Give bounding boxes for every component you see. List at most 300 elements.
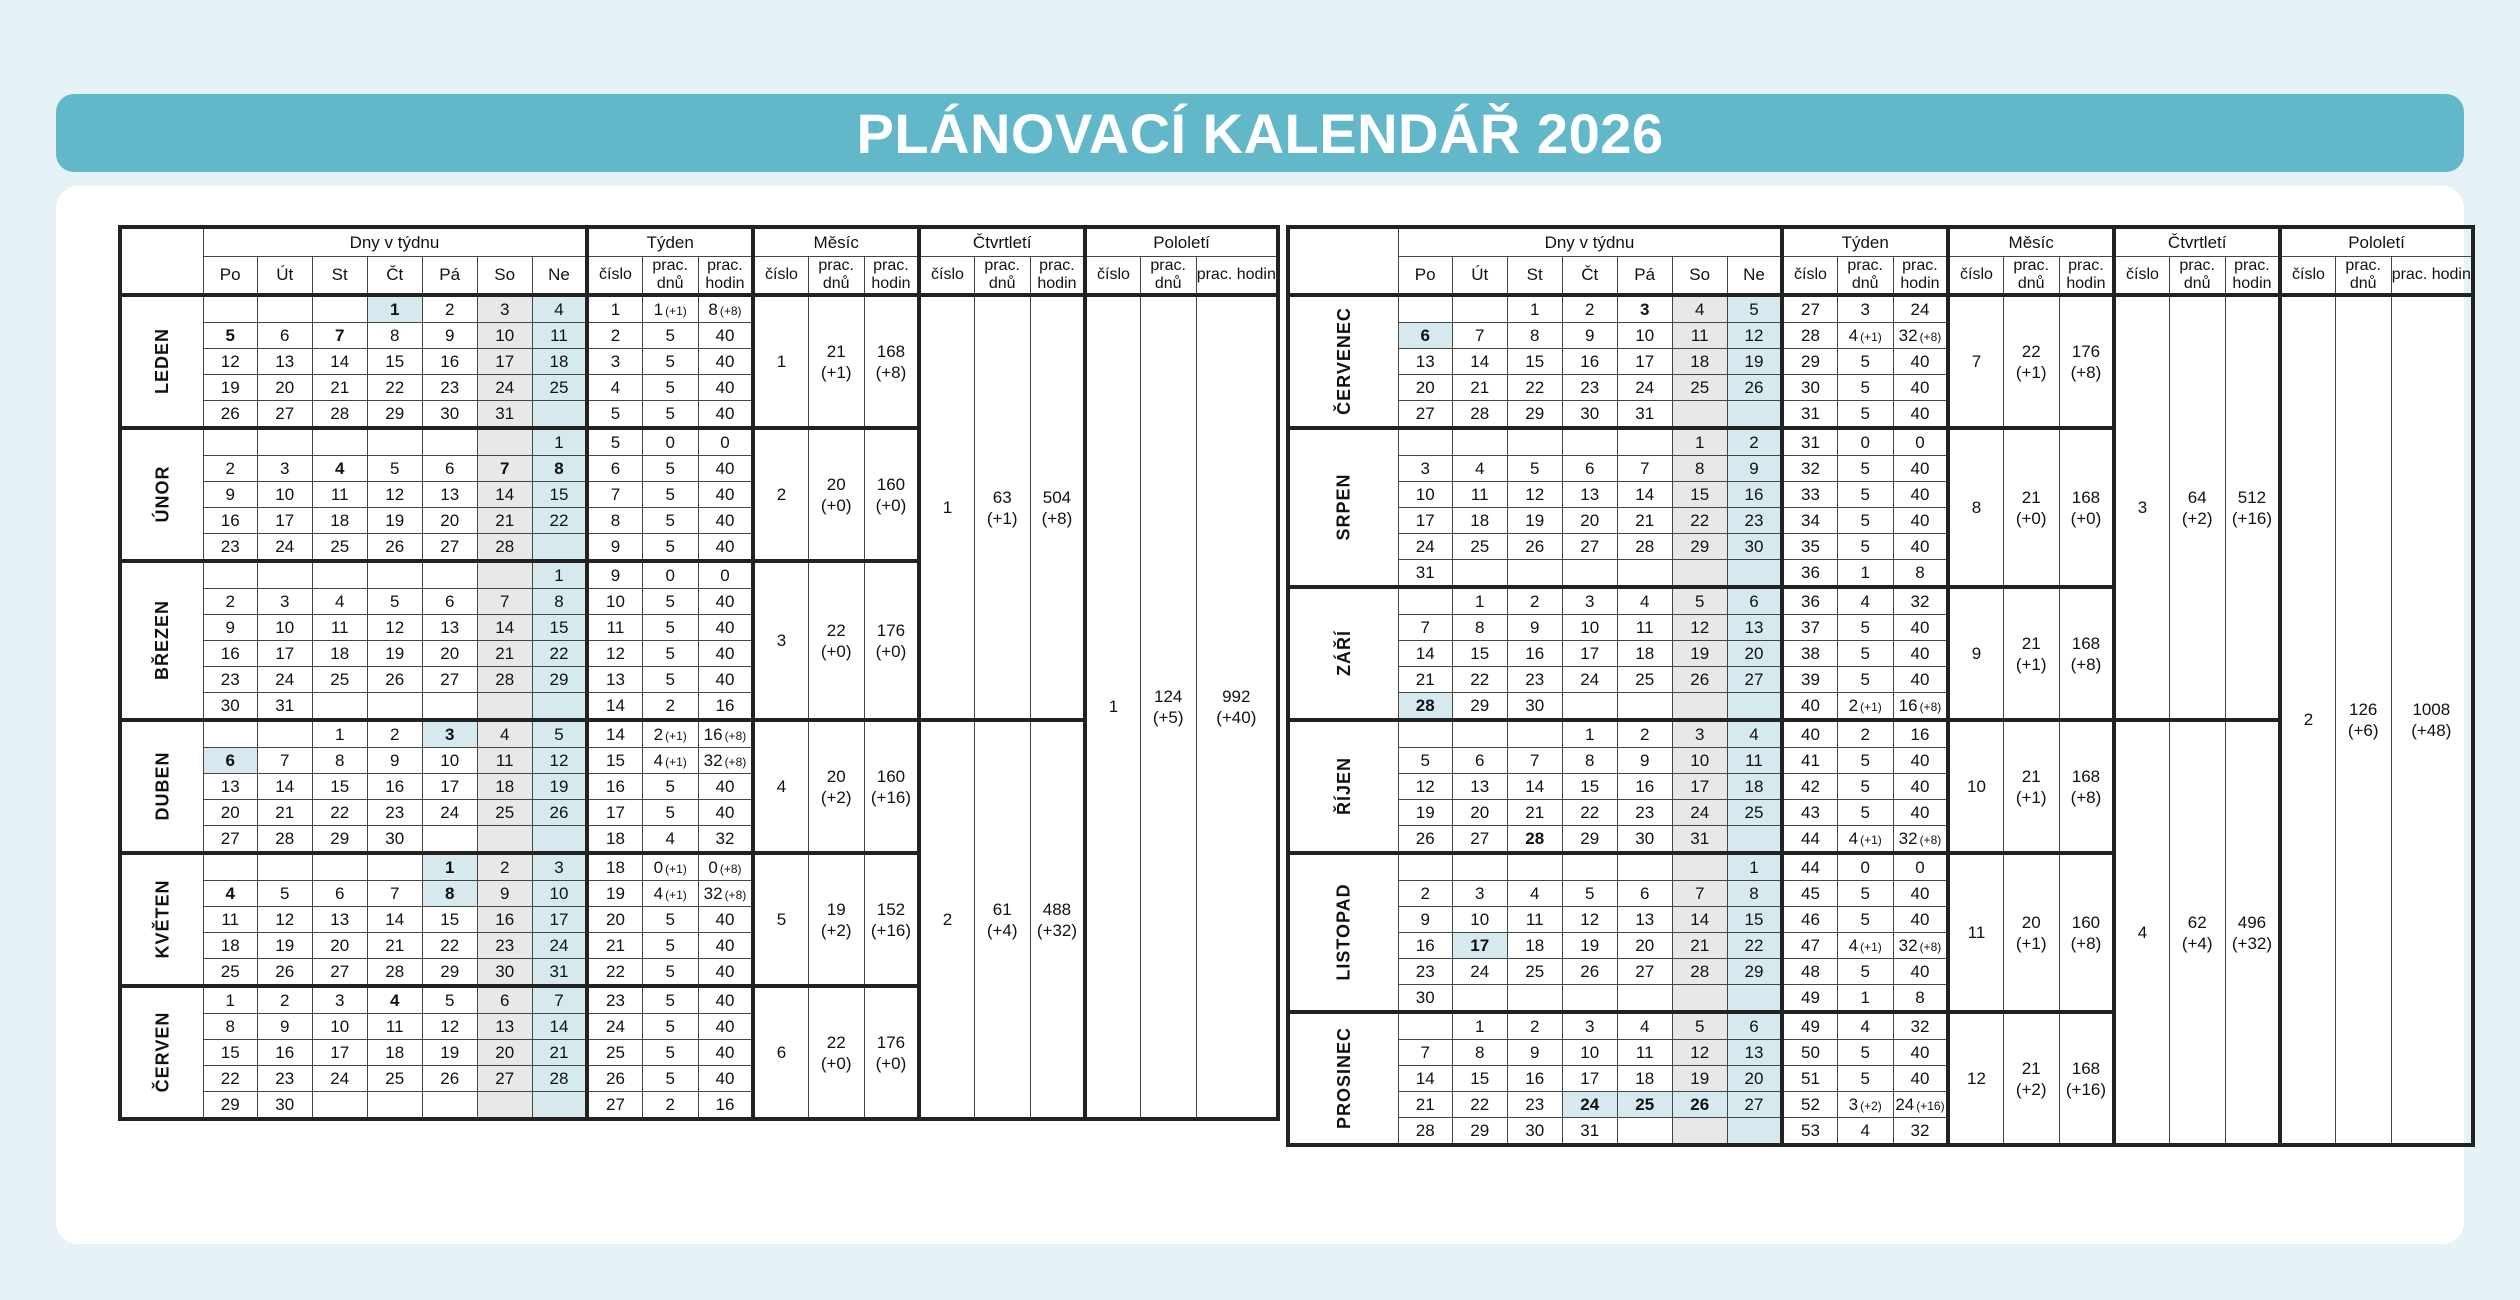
week-work-hours xyxy=(698,933,753,959)
day-cell: 25 xyxy=(1617,1092,1672,1118)
day-cell: 17 xyxy=(1562,641,1617,667)
week-row xyxy=(120,295,1278,323)
week-work-days xyxy=(1837,800,1893,826)
week-number: 19 xyxy=(587,881,642,907)
week-work-hours-value: 32 xyxy=(1898,325,1918,345)
week-number: 45 xyxy=(1782,881,1837,907)
day-cell: 22 xyxy=(1452,1092,1507,1118)
day-cell: 5 xyxy=(1727,295,1782,323)
week-work-hours xyxy=(698,323,753,349)
day-cell: 15 xyxy=(532,482,587,508)
day-cell: 10 xyxy=(532,881,587,907)
day-cell: 13 xyxy=(1452,774,1507,800)
week-work-days xyxy=(1837,323,1893,349)
day-cell: 5 xyxy=(422,986,477,1014)
week-work-days-value: 4 xyxy=(1860,591,1870,611)
day-cell: 18 xyxy=(1727,774,1782,800)
day-cell: 27 xyxy=(1562,534,1617,560)
day-cell: 19 xyxy=(1727,349,1782,375)
week-work-hours-value: 40 xyxy=(715,403,735,423)
day-cell: 9 xyxy=(203,615,257,641)
week-header: Týden xyxy=(587,227,753,257)
month-name: LISTOPAD xyxy=(1333,882,1354,981)
week-work-hours-value: 8 xyxy=(1915,562,1925,582)
day-cell: 28 xyxy=(1398,1118,1452,1146)
day-cell xyxy=(1507,985,1562,1013)
week-number: 14 xyxy=(587,720,642,748)
day-cell: 27 xyxy=(1398,401,1452,429)
day-cell: 20 xyxy=(1562,508,1617,534)
week-work-hours-value: 16 xyxy=(1910,724,1930,744)
day-cell: 6 xyxy=(1617,881,1672,907)
day-cell: 14 xyxy=(1452,349,1507,375)
day-cell: 25 xyxy=(312,534,367,562)
week-work-hours-value: 40 xyxy=(1910,536,1930,556)
month-name-cell xyxy=(1288,853,1398,1012)
day-cell: 9 xyxy=(1507,615,1562,641)
day-cell: 24 xyxy=(1562,667,1617,693)
page-title: PLÁNOVACÍ KALENDÁŘ 2026 xyxy=(856,101,1664,165)
number-subheader: číslo xyxy=(753,257,808,296)
day-cell xyxy=(422,1092,477,1120)
month-number: 11 xyxy=(1948,853,2003,1012)
week-work-days-value: 5 xyxy=(665,1042,675,1062)
month-work-hours: 168 (+8) xyxy=(2059,587,2114,720)
month-work-hours: 176 (+0) xyxy=(864,561,919,720)
week-work-days-value: 4 xyxy=(653,883,664,903)
month-number: 2 xyxy=(753,428,808,561)
day-cell: 3 xyxy=(1672,720,1727,748)
day-cell: 8 xyxy=(1507,323,1562,349)
week-work-days xyxy=(642,1014,698,1040)
day-cell xyxy=(367,853,422,881)
week-work-hours-value: 32 xyxy=(1898,828,1918,848)
work-hours-subheader: prac. hodin xyxy=(864,257,919,296)
week-number: 33 xyxy=(1782,482,1837,508)
week-number: 41 xyxy=(1782,748,1837,774)
day-cell xyxy=(1507,560,1562,588)
week-work-hours-value: 40 xyxy=(715,1042,735,1062)
week-number: 52 xyxy=(1782,1092,1837,1118)
week-work-hours-value: 40 xyxy=(715,458,735,478)
week-work-days-value: 0 xyxy=(1860,857,1870,877)
week-work-days-value: 5 xyxy=(665,458,675,478)
day-cell xyxy=(1727,826,1782,854)
week-number: 26 xyxy=(587,1066,642,1092)
day-cell: 3 xyxy=(257,589,312,615)
month-name: BŘEZEN xyxy=(152,599,173,680)
day-cell: 18 xyxy=(312,508,367,534)
day-cell xyxy=(1507,853,1562,881)
week-number: 9 xyxy=(587,561,642,589)
day-cell xyxy=(477,826,532,854)
week-work-hours-value: 24 xyxy=(1895,1094,1915,1114)
work-hours-subheader: prac. hodin xyxy=(698,257,753,296)
day-cell xyxy=(532,693,587,721)
day-cell: 7 xyxy=(1672,881,1727,907)
day-cell: 18 xyxy=(1507,933,1562,959)
month-name: ZÁŘÍ xyxy=(1333,629,1354,676)
day-cell: 28 xyxy=(257,826,312,854)
day-cell: 13 xyxy=(1398,349,1452,375)
day-cell: 10 xyxy=(1672,748,1727,774)
day-cell: 28 xyxy=(1452,401,1507,429)
week-work-days-value: 5 xyxy=(665,990,675,1010)
day-cell: 16 xyxy=(1398,933,1452,959)
week-work-hours-value: 40 xyxy=(715,1068,735,1088)
week-work-hours-value: 40 xyxy=(1910,1068,1930,1088)
half-number: 1 xyxy=(1085,295,1140,1119)
week-work-hours-value: 40 xyxy=(1910,1042,1930,1062)
day-cell: 24 xyxy=(477,375,532,401)
day-cell xyxy=(203,720,257,748)
week-work-hours-value: 40 xyxy=(1910,776,1930,796)
week-work-hours-value: 32 xyxy=(1910,1016,1930,1036)
day-cell: 7 xyxy=(532,986,587,1014)
day-cell: 10 xyxy=(1562,615,1617,641)
week-number: 16 xyxy=(587,774,642,800)
day-cell: 19 xyxy=(1507,508,1562,534)
day-cell: 6 xyxy=(312,881,367,907)
weekday-header: Čt xyxy=(1562,257,1617,296)
week-number: 2 xyxy=(587,323,642,349)
month-name-cell xyxy=(120,295,203,428)
day-cell xyxy=(1452,720,1507,748)
week-work-hours-value: 32 xyxy=(703,750,723,770)
month-work-days: 21 (+2) xyxy=(2003,1012,2059,1145)
week-number: 10 xyxy=(587,589,642,615)
day-cell: 20 xyxy=(1617,933,1672,959)
day-cell xyxy=(203,295,257,323)
day-cell: 19 xyxy=(532,774,587,800)
week-number: 18 xyxy=(587,826,642,854)
week-work-hours xyxy=(1893,693,1948,721)
day-cell: 27 xyxy=(257,401,312,429)
day-cell: 7 xyxy=(312,323,367,349)
day-cell: 9 xyxy=(1507,1040,1562,1066)
day-cell: 14 xyxy=(1398,1066,1452,1092)
day-cell: 30 xyxy=(1617,826,1672,854)
week-number: 20 xyxy=(587,907,642,933)
day-cell: 1 xyxy=(1452,1012,1507,1040)
week-work-days xyxy=(642,986,698,1014)
month-name-cell xyxy=(120,428,203,561)
corner-cell xyxy=(120,227,203,295)
week-work-hours xyxy=(698,295,753,323)
day-cell: 7 xyxy=(1398,1040,1452,1066)
day-cell: 13 xyxy=(203,774,257,800)
day-cell: 2 xyxy=(203,456,257,482)
day-cell: 13 xyxy=(422,482,477,508)
week-number: 44 xyxy=(1782,826,1837,854)
week-work-days xyxy=(642,295,698,323)
day-cell: 16 xyxy=(477,907,532,933)
day-cell: 20 xyxy=(422,508,477,534)
quarter-number: 4 xyxy=(2114,720,2169,1145)
week-work-days-adjust: (+1) xyxy=(1860,699,1882,714)
week-work-hours-value: 16 xyxy=(703,724,723,744)
day-cell: 18 xyxy=(1617,641,1672,667)
day-cell: 3 xyxy=(422,720,477,748)
week-number: 5 xyxy=(587,428,642,456)
week-number: 27 xyxy=(1782,295,1837,323)
week-work-hours xyxy=(1893,881,1948,907)
week-number: 30 xyxy=(1782,375,1837,401)
week-work-hours-value: 40 xyxy=(715,536,735,556)
day-cell: 9 xyxy=(1562,323,1617,349)
week-work-hours-value: 40 xyxy=(715,643,735,663)
day-cell: 7 xyxy=(1617,456,1672,482)
day-cell: 5 xyxy=(1672,587,1727,615)
day-cell: 28 xyxy=(312,401,367,429)
month-work-hours: 152 (+16) xyxy=(864,853,919,986)
day-cell: 25 xyxy=(1672,375,1727,401)
day-cell: 2 xyxy=(367,720,422,748)
week-work-hours-value: 40 xyxy=(1910,510,1930,530)
week-work-days xyxy=(642,853,698,881)
day-cell: 6 xyxy=(422,456,477,482)
day-cell: 3 xyxy=(1562,1012,1617,1040)
day-cell: 19 xyxy=(257,933,312,959)
week-work-days-value: 5 xyxy=(665,510,675,530)
day-cell: 16 xyxy=(257,1040,312,1066)
week-work-hours xyxy=(1893,774,1948,800)
week-work-hours-value: 32 xyxy=(703,883,723,903)
week-work-days xyxy=(1837,375,1893,401)
day-cell: 26 xyxy=(1398,826,1452,854)
week-work-days-adjust: (+1) xyxy=(665,303,687,318)
day-cell xyxy=(477,561,532,589)
day-cell: 14 xyxy=(367,907,422,933)
quarter-header: Čtvrtletí xyxy=(919,227,1085,257)
day-cell: 3 xyxy=(1452,881,1507,907)
week-work-days xyxy=(1837,615,1893,641)
month-name-cell xyxy=(120,720,203,853)
week-work-hours-value: 40 xyxy=(715,990,735,1010)
day-cell: 19 xyxy=(367,508,422,534)
day-cell: 4 xyxy=(477,720,532,748)
week-work-days xyxy=(1837,907,1893,933)
day-cell: 19 xyxy=(1398,800,1452,826)
week-work-hours-value: 32 xyxy=(1910,591,1930,611)
week-work-hours-adjust: (+8) xyxy=(719,861,742,876)
week-number: 15 xyxy=(587,748,642,774)
day-cell: 22 xyxy=(422,933,477,959)
calendar-second-half xyxy=(1286,225,2475,1147)
day-cell: 9 xyxy=(1398,907,1452,933)
month-name: KVĚTEN xyxy=(152,878,173,959)
week-work-days-value: 5 xyxy=(665,776,675,796)
day-cell xyxy=(312,853,367,881)
month-work-hours: 168 (+8) xyxy=(2059,720,2114,853)
day-cell: 15 xyxy=(1727,907,1782,933)
day-cell: 3 xyxy=(312,986,367,1014)
day-cell: 11 xyxy=(312,482,367,508)
day-cell: 16 xyxy=(1507,1066,1562,1092)
week-number: 9 xyxy=(587,534,642,562)
week-work-hours-value: 40 xyxy=(1910,403,1930,423)
day-cell: 5 xyxy=(257,881,312,907)
month-number: 10 xyxy=(1948,720,2003,853)
day-cell: 2 xyxy=(203,589,257,615)
day-cell: 17 xyxy=(257,508,312,534)
month-name: DUBEN xyxy=(152,750,173,821)
week-work-hours-value: 40 xyxy=(1910,377,1930,397)
day-cell xyxy=(1398,428,1452,456)
number-subheader: číslo xyxy=(1782,257,1837,296)
day-cell: 13 xyxy=(312,907,367,933)
half-number: 2 xyxy=(2280,295,2335,1145)
week-work-days xyxy=(1837,774,1893,800)
week-work-hours xyxy=(698,589,753,615)
week-work-hours-value: 0 xyxy=(720,565,730,585)
week-number: 25 xyxy=(587,1040,642,1066)
day-cell: 23 xyxy=(1562,375,1617,401)
month-name: ČERVENEC xyxy=(1333,306,1354,415)
day-cell: 21 xyxy=(1398,1092,1452,1118)
day-cell: 21 xyxy=(1672,933,1727,959)
day-cell: 30 xyxy=(1507,1118,1562,1146)
week-work-hours-value: 40 xyxy=(1910,351,1930,371)
week-number: 44 xyxy=(1782,853,1837,881)
week-number: 1 xyxy=(587,295,642,323)
work-days-subheader: prac. dnů xyxy=(2003,257,2059,296)
day-cell xyxy=(257,428,312,456)
week-work-days xyxy=(1837,853,1893,881)
day-cell: 8 xyxy=(1727,881,1782,907)
day-cell: 26 xyxy=(203,401,257,429)
week-number: 4 xyxy=(587,375,642,401)
week-work-hours xyxy=(698,349,753,375)
week-work-days-value: 5 xyxy=(1860,458,1870,478)
day-cell: 21 xyxy=(312,375,367,401)
day-cell: 12 xyxy=(1672,615,1727,641)
month-work-hours: 168 (+8) xyxy=(864,295,919,428)
week-work-hours-value: 40 xyxy=(1910,909,1930,929)
week-number: 17 xyxy=(587,800,642,826)
quarter-work-days: 63 (+1) xyxy=(974,295,1030,720)
day-cell: 1 xyxy=(1672,428,1727,456)
day-cell: 20 xyxy=(203,800,257,826)
month-work-hours: 160 (+16) xyxy=(864,720,919,853)
day-cell: 20 xyxy=(1398,375,1452,401)
day-cell: 21 xyxy=(1617,508,1672,534)
day-cell: 10 xyxy=(1398,482,1452,508)
week-number: 29 xyxy=(1782,349,1837,375)
week-work-days-adjust: (+1) xyxy=(1860,939,1882,954)
corner-cell xyxy=(1288,227,1398,295)
weekday-header: Út xyxy=(1452,257,1507,296)
day-cell: 28 xyxy=(367,959,422,987)
month-name: ÚNOR xyxy=(152,465,173,522)
week-work-hours-value: 16 xyxy=(715,695,735,715)
week-work-days-value: 5 xyxy=(665,935,675,955)
week-work-days xyxy=(642,933,698,959)
week-work-hours xyxy=(1893,1066,1948,1092)
day-cell: 11 xyxy=(1727,748,1782,774)
day-cell: 14 xyxy=(1507,774,1562,800)
day-cell: 9 xyxy=(203,482,257,508)
week-work-days xyxy=(642,589,698,615)
day-cell: 1 xyxy=(312,720,367,748)
week-work-hours xyxy=(1893,615,1948,641)
month-work-days: 22 (+1) xyxy=(2003,295,2059,428)
day-cell: 8 xyxy=(203,1014,257,1040)
day-cell: 6 xyxy=(1727,1012,1782,1040)
week-work-hours xyxy=(698,428,753,456)
week-work-days xyxy=(642,349,698,375)
week-work-hours xyxy=(698,534,753,562)
week-work-days-adjust: (+1) xyxy=(665,728,687,743)
day-cell xyxy=(1672,985,1727,1013)
day-cell: 14 xyxy=(477,615,532,641)
day-cell: 23 xyxy=(1507,667,1562,693)
week-work-days-value: 5 xyxy=(1860,1042,1870,1062)
day-cell: 10 xyxy=(257,615,312,641)
day-cell: 25 xyxy=(203,959,257,987)
day-cell: 29 xyxy=(1562,826,1617,854)
day-cell: 28 xyxy=(477,667,532,693)
week-number: 23 xyxy=(587,986,642,1014)
week-work-hours xyxy=(698,720,753,748)
week-work-days-adjust: (+1) xyxy=(1860,329,1882,344)
day-cell: 15 xyxy=(1672,482,1727,508)
week-work-days xyxy=(1837,826,1893,854)
day-cell: 11 xyxy=(1452,482,1507,508)
day-cell: 9 xyxy=(367,748,422,774)
week-work-hours xyxy=(698,774,753,800)
day-cell: 1 xyxy=(532,428,587,456)
day-cell: 16 xyxy=(1727,482,1782,508)
day-cell: 15 xyxy=(1562,774,1617,800)
work-days-subheader: prac. dnů xyxy=(1837,257,1893,296)
day-cell: 30 xyxy=(1507,693,1562,721)
day-cell: 17 xyxy=(1452,933,1507,959)
week-work-hours xyxy=(1893,1118,1948,1146)
day-cell: 13 xyxy=(1727,615,1782,641)
day-cell: 24 xyxy=(257,667,312,693)
week-work-hours-value: 40 xyxy=(715,909,735,929)
day-cell xyxy=(312,693,367,721)
day-cell: 25 xyxy=(532,375,587,401)
day-cell xyxy=(532,401,587,429)
week-work-days-value: 2 xyxy=(665,1094,675,1114)
day-cell xyxy=(1398,295,1452,323)
week-work-hours-value: 32 xyxy=(1898,935,1918,955)
day-cell xyxy=(257,295,312,323)
week-work-hours xyxy=(698,615,753,641)
day-cell: 24 xyxy=(257,534,312,562)
day-cell: 12 xyxy=(532,748,587,774)
day-cell: 23 xyxy=(1727,508,1782,534)
day-cell xyxy=(367,693,422,721)
day-cell: 18 xyxy=(532,349,587,375)
quarter-work-hours: 496 (+32) xyxy=(2225,720,2280,1145)
day-cell: 21 xyxy=(1398,667,1452,693)
day-cell xyxy=(1672,1118,1727,1146)
week-work-days-value: 5 xyxy=(1860,617,1870,637)
day-cell: 3 xyxy=(257,456,312,482)
day-cell: 6 xyxy=(257,323,312,349)
day-cell: 29 xyxy=(1507,401,1562,429)
week-work-hours-value: 32 xyxy=(1910,1120,1930,1140)
day-cell xyxy=(203,428,257,456)
month-work-days: 21 (+1) xyxy=(808,295,864,428)
day-cell xyxy=(257,853,312,881)
week-work-days-value: 2 xyxy=(1860,724,1870,744)
week-work-hours-value: 0 xyxy=(1915,857,1925,877)
day-cell: 1 xyxy=(1562,720,1617,748)
